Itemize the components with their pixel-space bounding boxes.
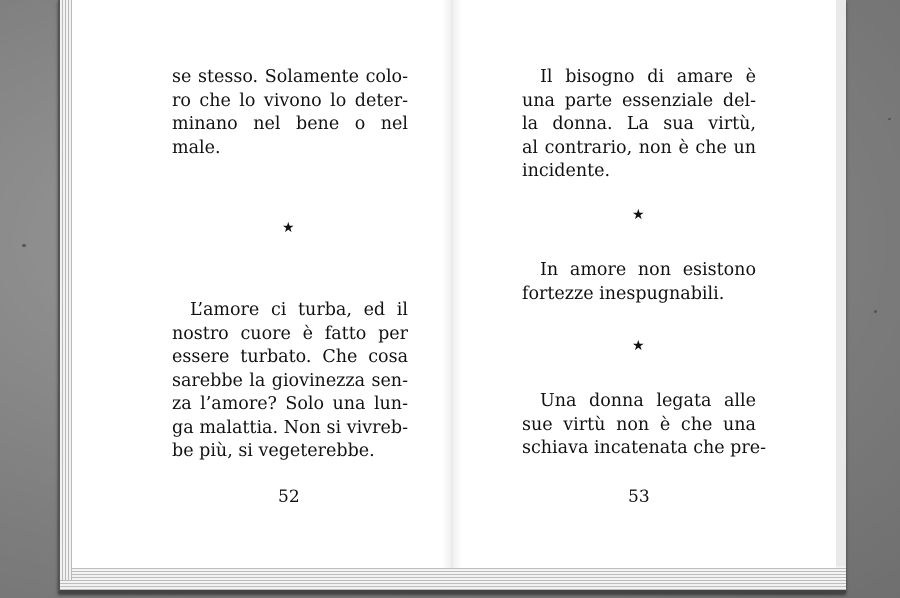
open-book <box>58 0 844 590</box>
text-line: In amore non esistono <box>540 260 756 280</box>
text-line: Il bisogno di amare è <box>540 67 756 87</box>
star-separator: ★ <box>632 338 645 354</box>
text-line: la donna. La sua virtù, <box>522 114 756 134</box>
text-line: schiava incatenata che pre- <box>522 438 767 458</box>
text-line: fortezze inespugnabili. <box>522 283 725 304</box>
left-paragraph-2 <box>172 299 408 464</box>
text-line: essere turbato. Che cosa <box>172 347 408 367</box>
page-number-right: 53 <box>628 487 650 507</box>
text-line: minano nel bene o nel <box>172 114 408 134</box>
right-paragraph-3 <box>522 390 767 461</box>
text-line: Una donna legata alle <box>540 391 756 411</box>
star-separator: ★ <box>282 220 295 236</box>
bottom-page-edges <box>60 566 846 590</box>
book-gutter <box>442 0 462 568</box>
text-line: sue virtù non è che una <box>522 414 756 435</box>
text-line: ro che lo vivono lo deter- <box>172 90 408 111</box>
dust-speck <box>888 118 891 120</box>
text-line: be più, si vegeterebbe. <box>172 441 375 461</box>
dust-speck <box>874 310 877 313</box>
right-paragraph-1 <box>522 66 756 184</box>
text-line: za l’amore? Solo una lun- <box>172 394 408 414</box>
left-page <box>72 0 452 568</box>
dust-speck <box>22 244 26 247</box>
right-paragraph-2 <box>522 259 756 306</box>
text-line: male. <box>172 137 221 158</box>
text-line: incidente. <box>522 161 611 181</box>
text-line: L’amore ci turba, ed il <box>190 300 408 320</box>
left-page-edges <box>60 0 72 580</box>
text-line: ga malattia. Non si vivreb- <box>172 417 408 438</box>
right-page <box>452 0 836 568</box>
page-number-left: 52 <box>278 487 300 507</box>
text-line: se stesso. Solamente colo- <box>172 67 408 87</box>
text-line: nostro cuore è fatto per <box>172 323 408 344</box>
text-line: sarebbe la giovinezza sen- <box>172 370 408 391</box>
star-separator: ★ <box>632 207 645 223</box>
left-paragraph-1 <box>172 66 408 160</box>
text-line: al contrario, non è che un <box>522 137 756 158</box>
text-line: una parte essenziale del- <box>522 90 756 111</box>
